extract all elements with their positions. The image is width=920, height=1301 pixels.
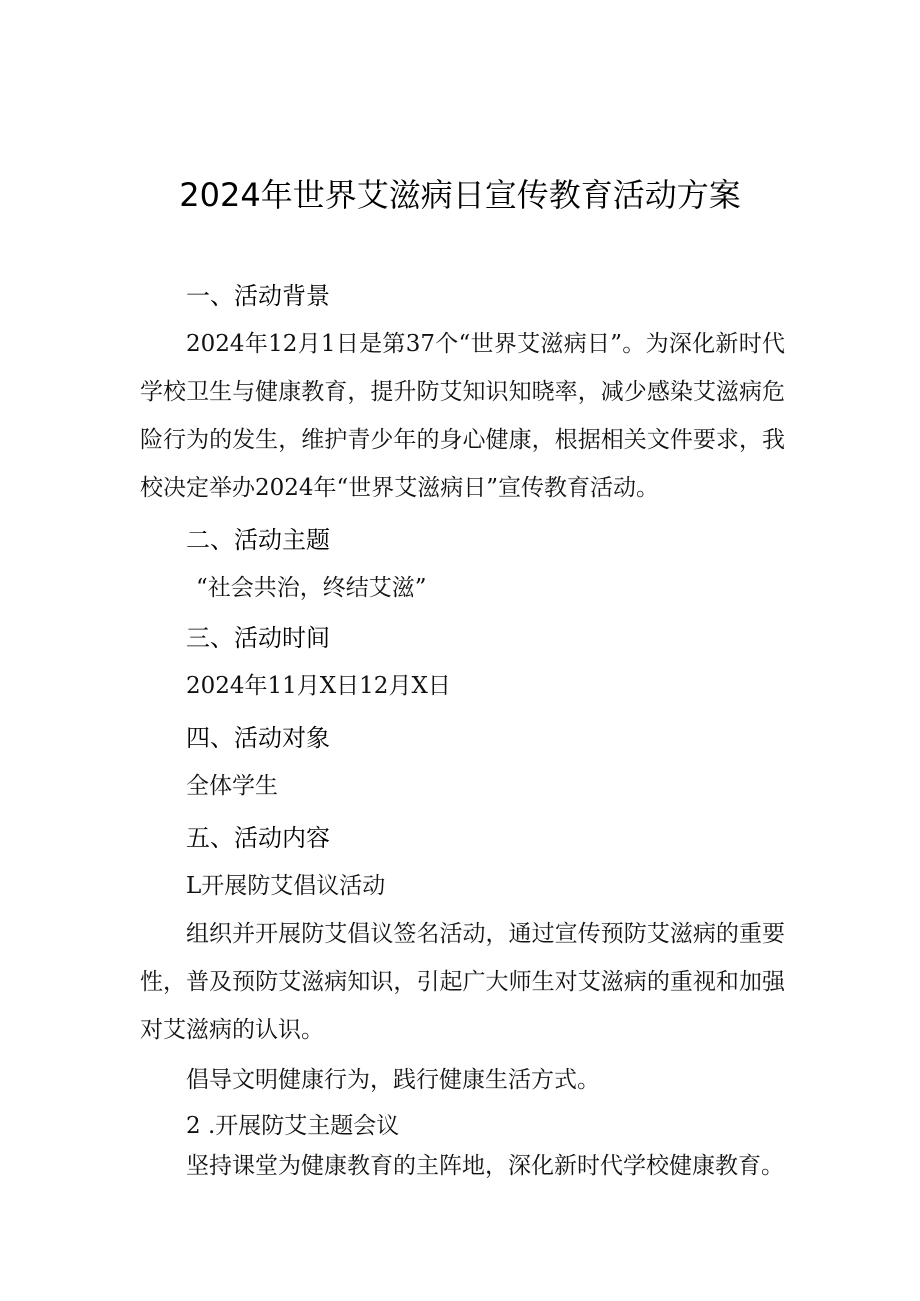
- paragraph-line: 学校卫生与健康教育，提升防艾知识知晓率，减少感染艾滋病危: [140, 379, 785, 405]
- paragraph-line: 校决定举办2024年“世界艾滋病日”宣传教育活动。: [140, 475, 660, 501]
- section-heading-audience: 四、活动对象: [186, 724, 330, 752]
- section-heading-background: 一、活动背景: [186, 282, 330, 310]
- content-item-1-extra: 倡导文明健康行为，践行健康生活方式。: [186, 1067, 600, 1093]
- paragraph-line: 性，普及预防艾滋病知识，引起广大师生对艾滋病的重视和加强: [140, 969, 785, 995]
- activity-audience: 全体学生: [186, 773, 278, 799]
- paragraph-line: 坚持课堂为健康教育的主阵地，深化新时代学校健康教育。: [186, 1153, 784, 1179]
- activity-time: 2024年11月X日12月X日: [186, 673, 451, 699]
- content-item-1-title: L开展防艾倡议活动: [186, 873, 386, 899]
- paragraph-line: 2024年12月1日是第37个“世界艾滋病日”。为深化新时代: [186, 331, 785, 357]
- section-heading-time: 三、活动时间: [186, 624, 330, 652]
- section-heading-content: 五、活动内容: [186, 824, 330, 852]
- section-heading-theme: 二、活动主题: [186, 526, 330, 554]
- paragraph-line: 组织并开展防艾倡议签名活动，通过宣传预防艾滋病的重要: [186, 921, 785, 947]
- paragraph-line: 对艾滋病的认识。: [140, 1017, 324, 1043]
- content-item-2-title: 2 .开展防艾主题会议: [186, 1113, 400, 1139]
- theme-slogan: “社会共治，终结艾滋”: [196, 575, 427, 601]
- document-title: 2024年世界艾滋病日宣传教育活动方案: [179, 176, 741, 214]
- paragraph-line: 险行为的发生，维护青少年的身心健康，根据相关文件要求，我: [140, 427, 785, 453]
